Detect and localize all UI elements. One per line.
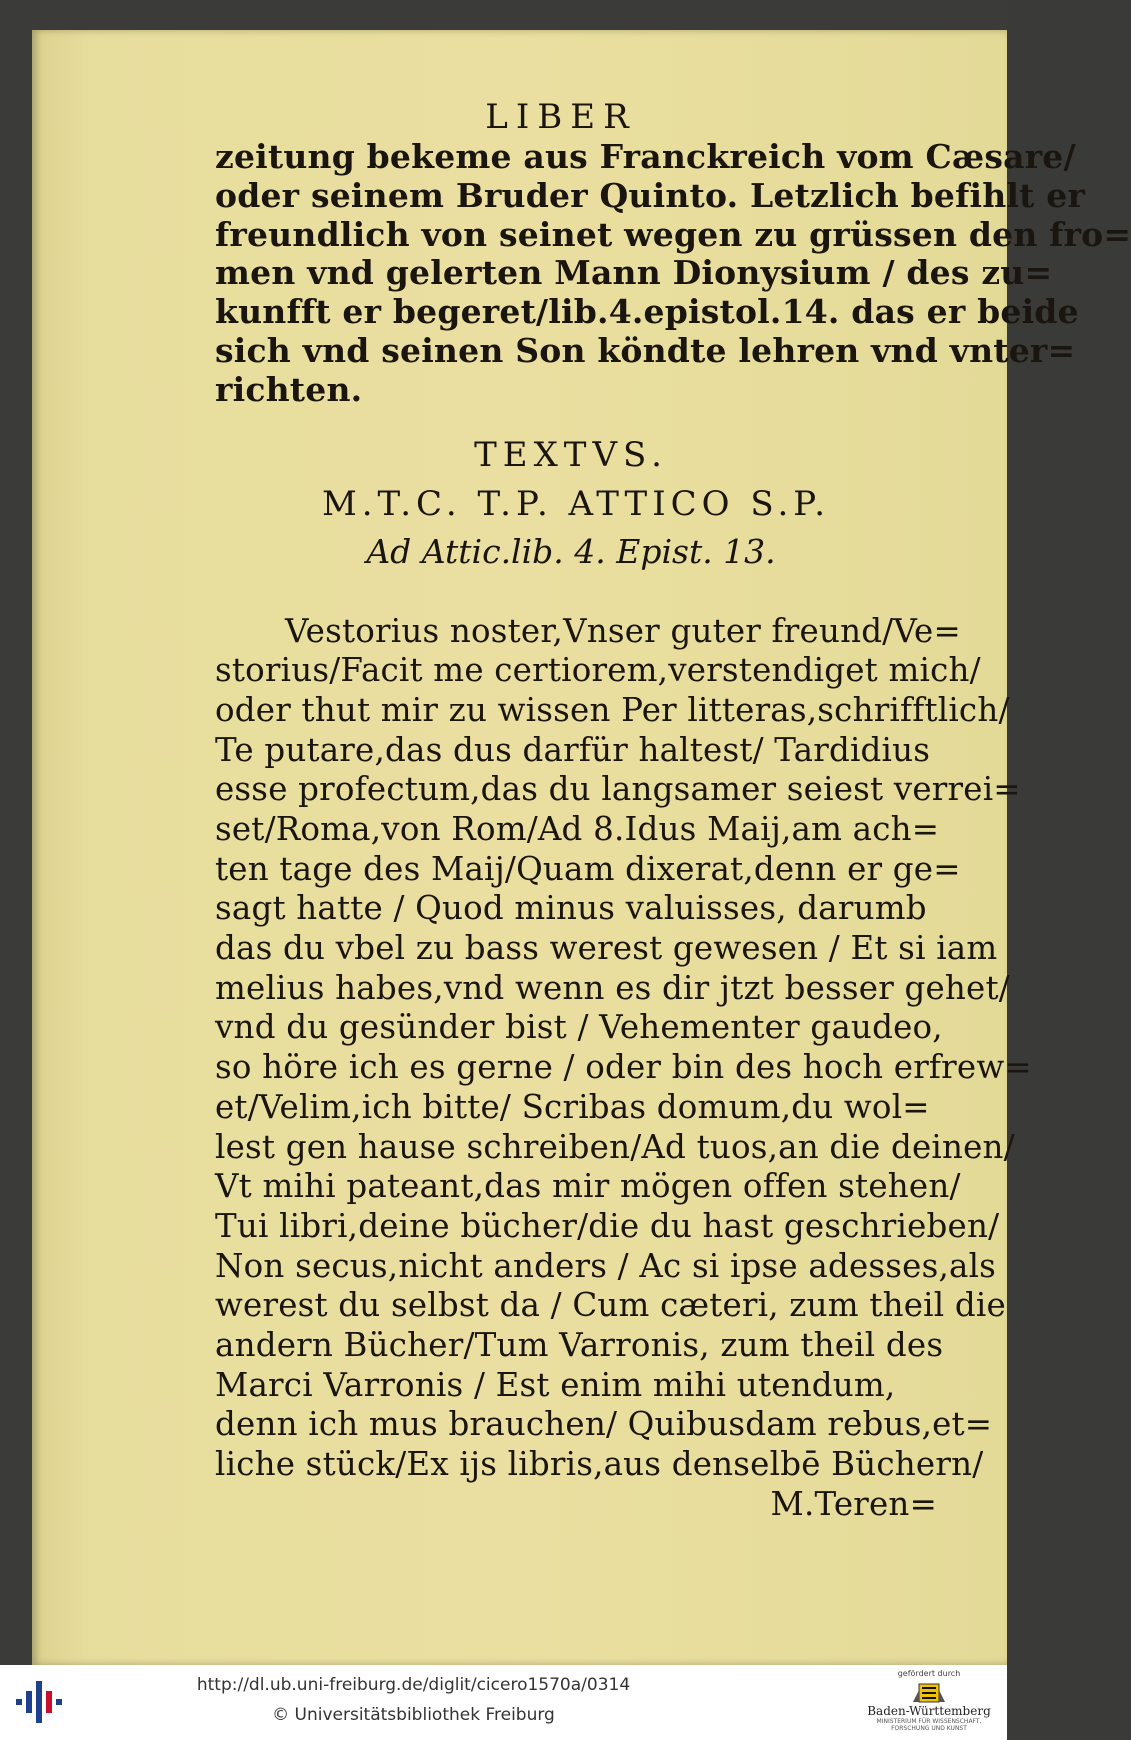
text-line: so höre ich es gerne / oder bin des hoch erfrew= [215, 1048, 1032, 1087]
text-line: liche stück/Ex ijs libris,aus denselbē Büchern/ [215, 1445, 984, 1484]
text-line: lest gen hause schreiben/Ad tuos,an die deinen/ [215, 1127, 1015, 1166]
text-line: sich vnd seinen Son köndte lehren vnd vnter= [215, 330, 1076, 370]
text-line: storius/Facit me certiorem,verstendiget mich/ [215, 651, 981, 690]
letter-body [215, 611, 1032, 1525]
text-line: zeitung bekeme aus Franckreich vom Cæsare/ [215, 137, 1076, 176]
footer-bar [0, 1665, 1007, 1740]
text-line: Non secus,nicht anders / Ac si ipse adesses,als [215, 1246, 997, 1285]
text-line: melius habes,vnd wenn es dir jtzt besser gehet/ [215, 968, 1010, 1007]
text-line: Vestorius noster,Vnser guter freund/Ve= [285, 611, 961, 650]
text-line: denn ich mus brauchen/ Quibusdam rebus,et= [215, 1405, 993, 1444]
text-line: Tui libri,deine bücher/die du hast geschrieben/ [215, 1206, 1000, 1245]
text-line: andern Bücher/Tum Varronis, zum theil des [215, 1325, 944, 1364]
section-title: TEXTVS. [474, 434, 668, 475]
catchword: M.Teren= [770, 1484, 937, 1523]
text-line: oder seinem Bruder Quinto. Letzlich befihlt er [215, 175, 1086, 215]
text-line: sagt hatte / Quod minus valuisses, darumb [215, 889, 927, 928]
text-line: vnd du gesünder bist / Vehementer gaudeo, [215, 1008, 943, 1047]
text-line: set/Roma,von Rom/Ad 8.Idus Maij,am ach= [215, 810, 940, 849]
text-line: werest du selbst da / Cum cæteri, zum theil die [215, 1286, 1006, 1325]
sponsor-ministry: MINISTERIUM FÜR WISSENSCHAFT, FORSCHUNG UND KUNST [876, 1718, 982, 1732]
text-line: men vnd gelerten Mann Dionysium / des zu= [215, 253, 1053, 293]
text-line: et/Velim,ich bitte/ Scribas domum,du wol= [215, 1087, 930, 1126]
sponsor-name: Baden-Württemberg [867, 1704, 991, 1718]
running-header: LIBER [485, 97, 637, 137]
sponsor-label: gefördert durch [897, 1669, 961, 1678]
text-line: Marci Varronis / Est enim mihi utendum, [215, 1365, 896, 1404]
text-line: richten. [215, 369, 363, 409]
text-line: esse profectum,das du langsamer seiest verrei= [215, 770, 1021, 809]
letter-salutation: M.T.C. T.P. ATTICO S.P. [321, 483, 831, 524]
text-line: oder thut mir zu wissen Per litteras,schrifftlich/ [215, 690, 1010, 729]
text-line: freundlich von seinet wegen zu grüssen den fro= [215, 214, 1131, 254]
text-line: das du vbel zu bass werest gewesen / Et si iam [215, 929, 998, 968]
letter-source: Ad Attic.lib. 4. Epist. 13. [366, 531, 776, 571]
page-text [215, 96, 1131, 1524]
sponsor-logo [859, 1669, 999, 1737]
text-line: Te putare,das dus darfür haltest/ Tardidius [215, 730, 931, 769]
copyright-notice: © Universitätsbibliothek Freiburg [272, 1705, 555, 1725]
crest-icon [911, 1680, 947, 1706]
text-line: Vt mihi pateant,das mir mögen offen stehen/ [215, 1167, 961, 1206]
text-line: kunfft er begeret/lib.4.epistol.14. das er beide [215, 292, 1079, 332]
document-url[interactable]: http://dl.ub.uni-freiburg.de/diglit/cicero1570a/0314 [196, 1675, 631, 1695]
text-line: ten tage des Maij/Quam dixerat,denn er ge= [215, 849, 961, 888]
intro-paragraph [215, 137, 1131, 410]
